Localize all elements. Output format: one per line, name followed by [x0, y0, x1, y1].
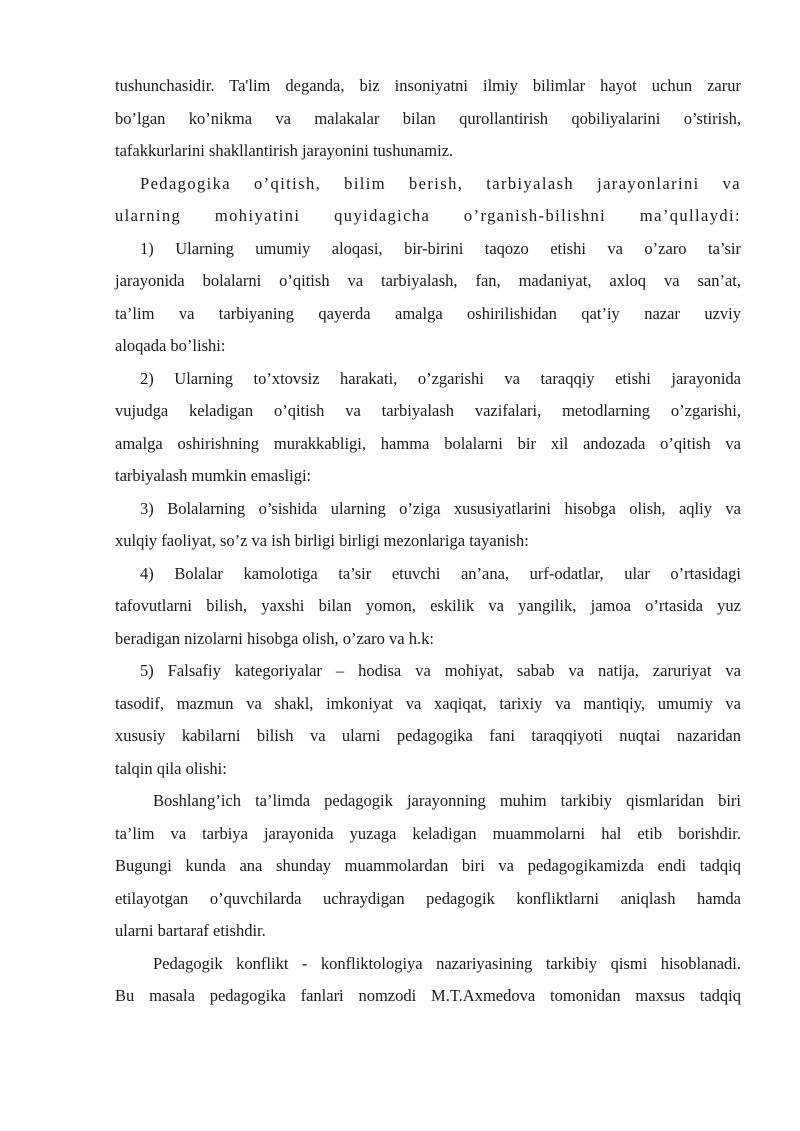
text-line: tushunchasidir. Ta'lim deganda, biz insoniyatni ilmiy bilimlar hayot uchun zarur: [115, 76, 741, 95]
text-line: ta’lim va tarbiya jarayonida yuzaga keladigan muammolarni hal etib borishdir.: [115, 823, 741, 843]
paragraph-continuation: [115, 70, 741, 168]
text-line: 2) Ularning to’xtovsiz harakati, o’zgarishi va taraqqiy etishi jarayonida: [140, 368, 741, 388]
text-line: ularning mohiyatini quyidagicha o’rganish-bilishni ma’qullaydi:: [115, 206, 741, 225]
text-line: amalga oshirishning murakkabligi, hamma bolalarni bir xil andozada o’qitish va: [115, 433, 741, 453]
text-line: jarayonida bolalarni o’qitish va tarbiyalash, fan, madaniyat, axloq va san’at,: [115, 271, 741, 290]
list-item-1: [115, 233, 741, 363]
text-line: ta’lim va tarbiyaning qayerda amalga oshirilishidan qat’iy nazar uzviy: [115, 303, 741, 323]
text-line: Bugungi kunda ana shunday muammolardan biri va pedagogikamizda endi tadqiq: [115, 856, 741, 875]
text-line: tafakkurlarini shakllantirish jarayonini tushunamiz.: [115, 141, 454, 160]
text-line: ularni bartaraf etishdir.: [115, 921, 266, 940]
text-line: 1) Ularning umumiy aloqasi, bir-birini taqozo etishi va o’zaro ta’sir: [140, 238, 741, 258]
text-line: Boshlang’ich ta’limda pedagogik jarayonning muhim tarkibiy qismlaridan biri: [153, 791, 741, 810]
text-line: aloqada bo’lishi:: [115, 336, 226, 355]
text-line: tarbiyalash mumkin emasligi:: [115, 466, 312, 485]
paragraph-conflicts: [115, 785, 741, 948]
text-line: vujudga keladigan o’qitish va tarbiyalash vazifalari, metodlarning o’zgarishi,: [115, 401, 741, 420]
text-line: Pedagogik konflikt - konfliktologiya nazariyasining tarkibiy qismi hisoblanadi.: [153, 953, 741, 973]
text-line: beradigan nizolarni hisobga olish, o’zaro va h.k:: [115, 628, 434, 648]
paragraph-pedagogical-conflict: [115, 948, 741, 1013]
list-item-2: [115, 363, 741, 493]
text-line: Pedagogika o’qitish, bilim berish, tarbiyalash jarayonlarini va: [140, 173, 741, 193]
text-line: 3) Bolalarning o’sishida ularning o’ziga xususiyatlarini hisobga olish, aqliy va: [140, 498, 741, 518]
text-line: Bu masala pedagogika fanlari nomzodi M.T.Axmedova tomonidan maxsus tadqiq: [115, 986, 741, 1005]
text-line: 5) Falsafiy kategoriyalar – hodisa va mohiyat, sabab va natija, zaruriyat va: [140, 661, 741, 680]
list-item-4: [115, 558, 741, 656]
text-line: 4) Bolalar kamolotiga ta’sir etuvchi an’ana, urf-odatlar, ular o’rtasidagi: [140, 563, 741, 583]
text-line: xususiy kabilarni bilish va ularni pedagogika fani taraqqiyoti nuqtai nazaridan: [115, 726, 741, 745]
list-item-3: [115, 493, 741, 558]
document-body: [115, 70, 741, 1013]
text-line: tafovutlarni bilish, yaxshi bilan yomon, eskilik va yangilik, jamoa o’rtasida yuz: [115, 596, 741, 615]
text-line: bo’lgan ko’nikma va malakalar bilan qurollantirish qobiliyalarini o’stirish,: [115, 108, 741, 128]
text-line: etilayotgan o’quvchilarda uchraydigan pedagogik konfliktlarni aniqlash hamda: [115, 888, 741, 908]
list-item-5: [115, 655, 741, 785]
text-line: xulqiy faoliyat, so’z va ish birligi birligi mezonlariga tayanish:: [115, 531, 529, 550]
paragraph-intro: [115, 168, 741, 233]
text-line: tasodif, mazmun va shakl, imkoniyat va xaqiqat, tarixiy va mantiqiy, umumiy va: [115, 693, 741, 713]
text-line: talqin qila olishi:: [115, 758, 227, 778]
